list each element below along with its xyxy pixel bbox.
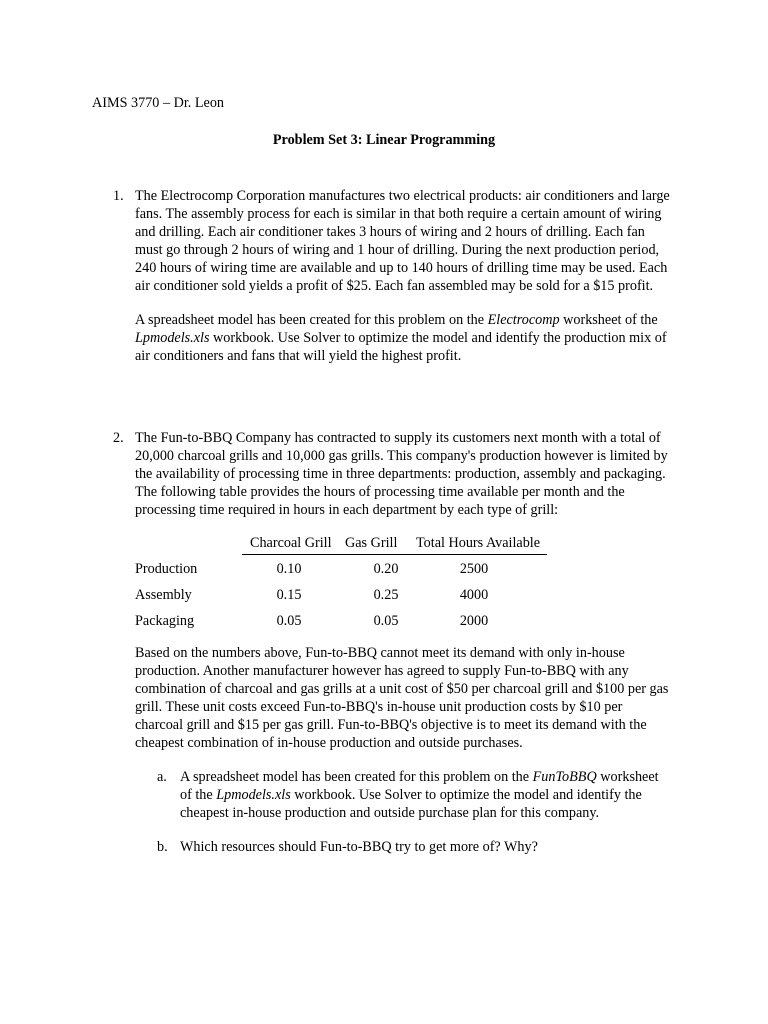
problem-2 bbox=[113, 429, 673, 856]
table-cell: 2500 bbox=[459, 561, 489, 577]
table-cell: 0.25 bbox=[373, 587, 399, 603]
table-cell: 0.05 bbox=[276, 613, 302, 629]
table-cell: 0.20 bbox=[373, 561, 399, 577]
table-header-gas: Gas Grill bbox=[345, 535, 398, 551]
problem-2-number: 2. bbox=[113, 430, 124, 446]
part-a-letter: a. bbox=[157, 769, 167, 785]
table-header-total: Total Hours Available bbox=[416, 535, 541, 551]
part-b-text: Which resources should Fun-to-BBQ try to get more of? Why? bbox=[180, 839, 538, 855]
table-row-label: Production bbox=[135, 561, 198, 577]
table-cell: 2000 bbox=[459, 613, 489, 629]
table-cell: 4000 bbox=[459, 587, 489, 603]
page-title: Problem Set 3: Linear Programming bbox=[272, 132, 496, 148]
processing-time-table bbox=[135, 534, 655, 644]
problem-1-instructions: A spreadsheet model has been created for this problem on the Electrocomp worksheet of the Lpmodels.xls workbook. Use Solver to optimize the model and identify the production mix of air conditioners and fans that will yield the highest profit. bbox=[135, 312, 667, 364]
table-cell: 0.10 bbox=[276, 561, 302, 577]
table-row-label: Assembly bbox=[135, 587, 192, 603]
problem-2-details: Based on the numbers above, Fun-to-BBQ cannot meet its demand with only in-house production. Another manufacturer however has agreed to supply Fun-to-BBQ with any combination of charcoal and gas grills at a unit cost of $50 per charcoal grill and $100 per gas grill. These unit costs exceed Fun-to-BBQ's in-house unit production costs by $10 per charcoal grill and $15 per gas grill. Fun-to-BBQ's objective is to meet its demand with the cheapest combination of in-house production and outside purchases. bbox=[135, 645, 669, 751]
workbook-name: Lpmodels.xls bbox=[135, 330, 210, 346]
table-cell: 0.15 bbox=[276, 587, 302, 603]
table-cell: 0.05 bbox=[373, 613, 399, 629]
problem-2-part-a bbox=[157, 768, 673, 822]
problem-2-part-b bbox=[157, 838, 673, 856]
problem-1-number: 1. bbox=[113, 188, 124, 204]
table-row-label: Packaging bbox=[135, 613, 195, 629]
part-b-letter: b. bbox=[157, 839, 168, 855]
problem-2-intro: The Fun-to-BBQ Company has contracted to supply its customers next month with a total of 20,000 charcoal grills and 10,000 gas grills. This company's production however is limited by the availability of processing time in three departments: production, assembly and packaging. The following table provides the hours of processing time available per month and the processing time required in hours in each department by each type of grill: bbox=[135, 430, 668, 518]
table-header-charcoal: Charcoal Grill bbox=[250, 535, 332, 551]
worksheet-name: Electrocomp bbox=[487, 312, 560, 328]
part-a-text: A spreadsheet model has been created for this problem on the FunToBBQ worksheet of the Lpmodels.xls workbook. Use Solver to optimize the model and identify the cheapest in-house production and outside purchase plan for this company. bbox=[180, 769, 659, 821]
problem-1 bbox=[113, 187, 673, 365]
worksheet-name: FunToBBQ bbox=[532, 769, 597, 785]
workbook-name: Lpmodels.xls bbox=[216, 787, 291, 803]
problem-1-description: The Electrocomp Corporation manufactures two electrical products: air conditioners and large fans. The assembly process for each is similar in that both require a certain amount of wiring and drilling. Each air conditioner takes 3 hours of wiring and 2 hours of drilling. Each fan must go through 2 hours of wiring and 1 hour of drilling. During the next production period, 240 hours of wiring time are available and up to 140 hours of drilling time may be used. Each air conditioner sold yields a profit of $25. Each fan assembled may be sold for a $15 profit. bbox=[135, 188, 670, 294]
table-header-rule bbox=[242, 554, 547, 555]
course-header: AIMS 3770 – Dr. Leon bbox=[92, 95, 225, 111]
